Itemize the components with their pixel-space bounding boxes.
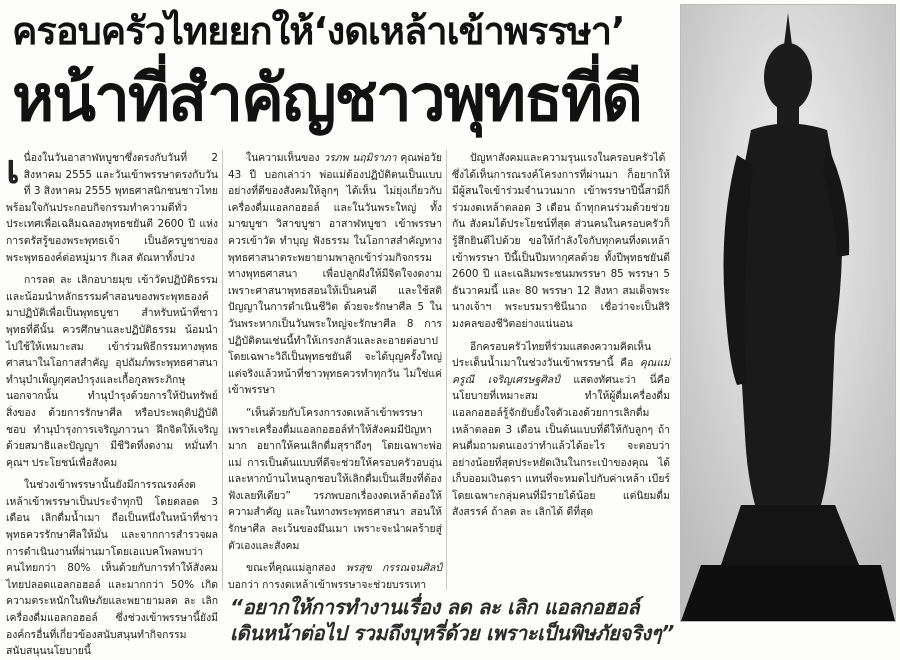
paragraph [228, 150, 442, 399]
article-column-2 [228, 150, 442, 591]
paragraph-text: นื่องในวันอาสาฬหบูชาซึ่งตรงกับวันที่ 2 สิงหาคม 2555 และวันเข้าพรรษาตรงกับวันที่ 3 สิงหาคม 2555 พุทธศาสนิกชนชาวไทยพร้อมใจกันประกอบกิจกรรมทำความดีทั่วประเทศเพื่อเฉลิมฉลองพุทธชยันตี 2600 ปี แห่งการตรัสรู้ของพระพุทธเจ้า เป็นอัครบูชาของพระพุทธองค์ต่อหมู่มาร กิเลส ตัณหาทั้งปวง [6, 152, 218, 264]
paragraph-text: ขณะที่คุณแม่ลูกสอง [246, 562, 346, 575]
paragraph: ปัญหาสังคมและความรุนแรงในครอบครัวได้ ซึ่งได้เห็นการณรงค์โครงการที่ผ่านมา ก็อยากให้มีผู้สนใจเข้าร่วมจำนวนมาก เข้าพรรษาปีนี้สามีก็ร่วมงดเหล้าตลอด 3 เดือน ถ้าทุกคนร่วมด้วยช่วยกัน สังคมได้ประโยชน์ที่สุด ส่วนคนในครอบครัวก็รู้สึกยินดีไปด้วย ขอให้กำลังใจกับทุกคนที่งดเหล้าเข้าพรรษา ปีนี้เป็นปีมหากุศลด้วย ทั้งปีพุทธชยันตี 2600 ปี และเฉลิมพระชนมพรรษา 85 พรรษา 5 ธันวาคมนี้ และ 80 พรรษา 12 สิงหา สมเด็จพระนางเจ้าฯ พระบรมราชินีนาถ เชื่อว่าจะเป็นสิริมงคลของชีวิตอย่างแน่นอน [452, 152, 670, 330]
paragraph-text: คุณพ่อวัย 43 ปี บอกเล่าว่า พ่อแม่ต้องปฏิบัติตนเป็นแบบอย่างที่ดีของสังคมให้ลูกๆ ได้เห็น ไม่ยุ่งเกี่ยวกับเครื่องดื่มแอลกอฮอล์ และในวันพระใหญ่ ทั้งมาฆบูชา วิสาขบูชา อาสาฬหบูชา เข้าพรรษา ควรเข้าวัด ทำบุญ ฟังธรรม ในโอกาสสำคัญทางพุทธศาสนาตระพยายามพาลูกเข้าร่วมกิจกรรมทางพุทธศาสนา เพื่อปลูกฝังให้มีจิตใจงดงาม เพราะศาสนาพุทธสอนให้เป็นคนดี และใช้สติปัญญาในการดำเนินชีวิต ด้วยจะรักษาศีล 5 ในวันพระหากเป็นวันพระใหญ่จะรักษาศีล 8 การปฏิบัติตนเช่นนี้ทำให้เกรงกลัวและละอายต่อบาป โดยเฉพาะวิถีเป็นพุทธชยันตี จะได้บุญครั้งใหญ่ แต่จริงแล้วหน้าที่ชาวพุทธควรทำทุกวัน ไม่ใช่แค่เข้าพรรษา [228, 152, 442, 397]
interviewee-name: วรภพ นฤมิราภา [323, 152, 397, 164]
interviewee-name: คุณแม่ครูณี เจริญเศรษฐศิลป์ [452, 357, 670, 386]
paragraph [228, 560, 442, 593]
column-divider [222, 150, 223, 590]
pull-quote-line: “อยากให้การทำงานเรื่อง ลด ละ เลิก แอลกอฮอล์ [230, 595, 640, 619]
interviewee-name: พรสุข กรรณจนศิลป์ [345, 562, 442, 575]
article-column-3 [452, 150, 670, 588]
paragraph [6, 147, 218, 266]
paragraph-text: แสดงทัศนะว่า นี่คือนโยบายที่เหมาะสม ทำให้ผู้ดื่มเครื่องดื่มแอลกอฮอล์รู้จักยับยั้งใจตัวเองด้วยการเลิกดื่มเหล้าตลอด 3 เดือน เป็นต้นแบบที่ดีให้กับลูกๆ ถ้าคนดื่มถามตนเองว่าทำแล้วได้อะไร จะตอบว่าอย่างน้อยที่สุดประหยัดเงินในกระเป๋าของคุณ ได้เก็บออมเงินตรา แทนที่จะหมดไปกับค่าเหล้า เบียร์ โดยเฉพาะกลุ่มคนที่มีรายได้น้อย แต่นิยมดื่มสังสรรค์ ถ้าลด ละ เลิกได้ ดีที่สุด [452, 373, 671, 519]
paragraph-text: ในความเห็นของ [246, 152, 324, 164]
headline-line-1: ครอบครัวไทยยกให้‘งดเหล้าเข้าพรรษา’ [12, 9, 625, 53]
paragraph [452, 339, 670, 522]
buddha-statue-photo [680, 4, 896, 622]
headline-line-2: หน้าที่สำคัญชาวพุทธที่ดี [12, 62, 641, 136]
pull-quote [230, 594, 674, 646]
buddha-silhouette-icon [681, 5, 895, 621]
paragraph: การลด ละ เลิกอบายมุข เข้าวัดปฏิบัติธรรม และน้อมนำหลักธรรมคำสอนของพระพุทธองค์มาปฏิบัติเพื่อเป็นพุทธบูชา สำหรับหน้าที่ชาวพุทธที่ดีนั้น ควรศึกษาและปฏิบัติธรรม น้อมนำไปใช้ให้เหมาะสม เข้าร่วมพิธีกรรมทางพุทธศาสนาในโอกาสสำคัญ อุปถัมภ์พระพุทธศาสนา ทำนุบำเพ็ญกุศลบำรุงและเกื้อกูลพระภิกษุ นอกจากนั้น ทำนุบำรุงด้วยการให้ปันทรัพย์สิ่งของ ด้วยการรักษาศีล หรือประพฤติปฏิบัติชอบ ทำนุบำรุงการเจริญภาวนา ฝึกจิตให้เจริญด้วยสมาธิและปัญญา มีชีวิตที่งดงาม หมั่นทำคุณฯ ประโยชน์เพื่อสังคม [6, 274, 218, 469]
column-divider [446, 150, 447, 590]
paragraph: “เห็นด้วยกับโครงการงดเหล้าเข้าพรรษา เพราะเครื่องดื่มแอลกอฮอล์ทำให้สังคมมีปัญหามาก อยากให้คนเลิกดื่มสุราถึงๆ โดยเฉพาะพ่อแม่ การเป็นต้นแบบที่ดีจะช่วยให้ครอบครัวอบอุ่นและหากบ้านไหนลูกชอบให้เลิกดื่มเป็นเสียงที่ต้องฟังเลยทีเดียว” วรภพบอกเรื่องงดเหล้าต้องให้ความสำคัญ และในทางพระพุทธศาสนา สอนให้รักษาศีล ละเว้นของมึนเมา เพราะจะนำผลร้ายสู่ตัวเองและสังคม [228, 406, 442, 552]
drop-cap: เ [6, 147, 20, 193]
pull-quote-line: เดินหน้าต่อไป รวมถึงบุหรี่ด้วย เพราะเป็นพิษภัยจริงๆ” [230, 621, 674, 645]
paragraph: ในช่วงเข้าพรรษานั้นยังมีการรณรงค์งดเหล้าเข้าพรรษาเป็นประจำทุกปี โดยตลอด 3 เดือน เลิกดื่มน้ำเมา ถือเป็นหนึ่งในหน้าที่ชาวพุทธควรรักษาศีลให้มั่น และจากการสำรวจผลการดำเนินงานที่ผ่านมาโดยเอแบคโพลพบว่า คนไทยกว่า 80% เห็นด้วยกับการทำให้สังคมไทยปลอดแอลกอฮอล์ และมากกว่า 50% เกิดความตระหนักในพิษภัยและพยายามลด ละ เลิก เครื่องดื่มแอลกอฮอล์ ซึ่งช่วงเข้าพรรษานี้ยังมีองค์กรอื่นที่เกี่ยวข้องสนับสนุนทำกิจกรรม สนับสนุนนโยบายนี้ [6, 479, 218, 658]
paragraph-text: อีกครอบครัวไทยที่ร่วมแสดงความคิดเห็นประเด็นน้ำเมาในช่วงวันเข้าพรรษานี้ คือ [452, 340, 652, 370]
paragraph-text: บอกว่า การงดเหล้าเข้าพรรษาจะช่วยบรรเทา [228, 578, 427, 591]
article-column-1 [6, 147, 218, 658]
